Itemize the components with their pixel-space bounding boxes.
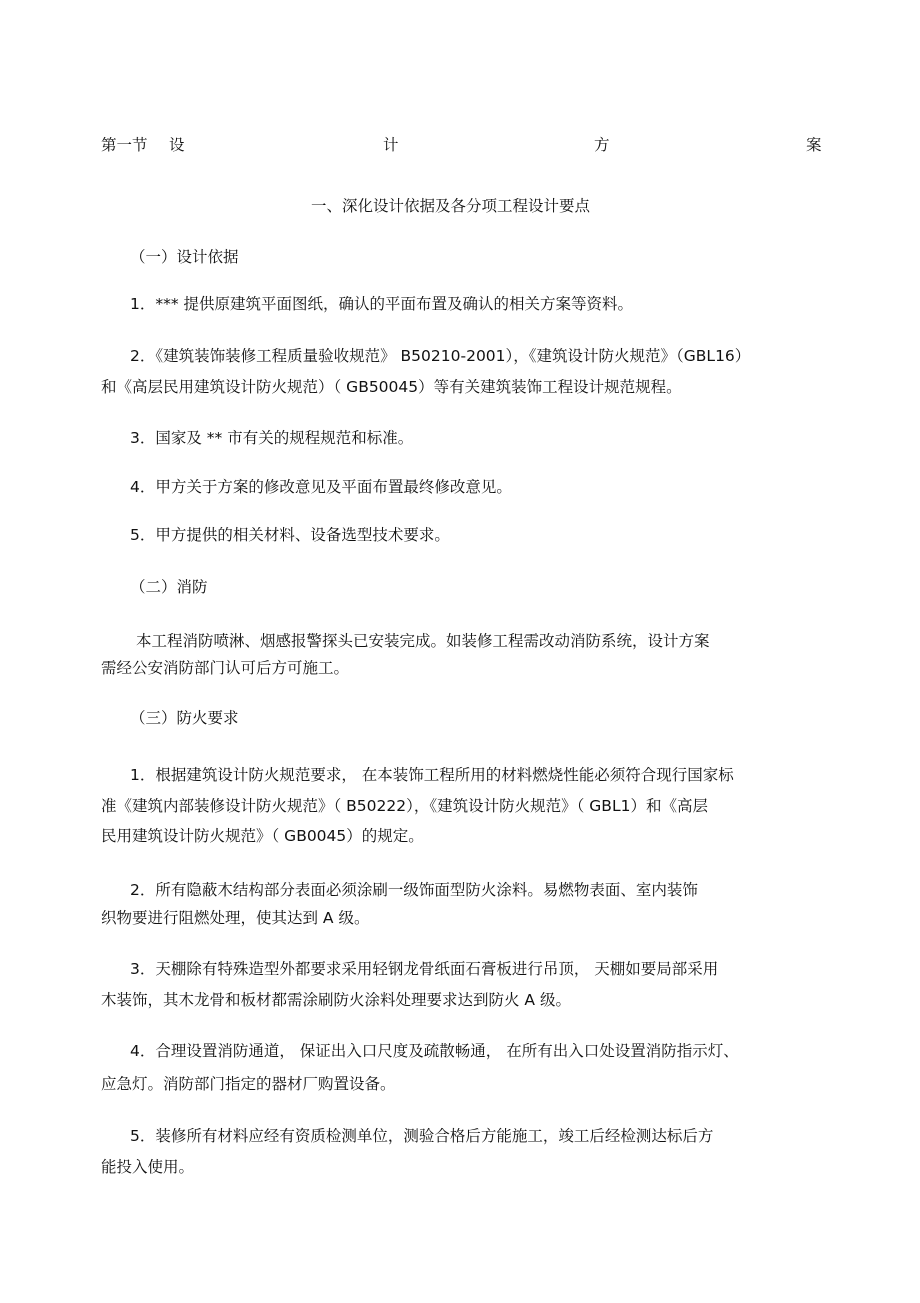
fireproof-item-1-cont-1: 准《建筑内部装修设计防火规范》（ B50222），《建筑设计防火规范》（ GBL1）和《高层 xyxy=(101,797,708,815)
item-text: 甲方提供的相关材料、设备选型技术要求。 xyxy=(155,526,450,544)
item-text: 《建筑装饰装修工程质量验收规范》 B50210-2001），《建筑设计防火规范》（GBL16） xyxy=(155,347,751,365)
basis-item-2 xyxy=(130,346,750,366)
fireproof-item-5 xyxy=(130,1126,713,1146)
basis-item-3 xyxy=(130,428,413,448)
section-title-char-4: 案 xyxy=(806,136,822,154)
basis-item-1 xyxy=(130,294,633,314)
fireproof-item-2 xyxy=(130,880,698,900)
item-number: 5． xyxy=(130,526,156,544)
item-number: 5． xyxy=(130,1127,156,1145)
fireproof-item-4-cont: 应急灯。消防部门指定的器材厂购置设备。 xyxy=(101,1075,396,1093)
section-title-char-2: 计 xyxy=(383,136,399,154)
fireproof-item-3-cont: 木装饰，其木龙骨和板材都需涂刷防火涂料处理要求达到防火 A 级。 xyxy=(101,991,571,1009)
fire-para-line-2: 需经公安消防部门认可后方可施工。 xyxy=(101,659,350,677)
item-text: 国家及 ** 市有关的规程规范和标准。 xyxy=(155,429,414,447)
item-number: 4． xyxy=(130,478,156,496)
item-text: 所有隐蔽木结构部分表面必须涂刷一级饰面型防火涂料。易燃物表面、室内装饰 xyxy=(155,881,698,899)
fireproof-item-3 xyxy=(130,959,718,979)
item-number: 2． xyxy=(130,881,156,899)
fire-para-line-1: 本工程消防喷淋、烟感报警探头已安装完成。如装修工程需改动消防系统，设计方案 xyxy=(136,632,710,650)
item-number: 2． xyxy=(130,347,156,365)
item-text: 甲方关于方案的修改意见及平面布置最终修改意见。 xyxy=(155,478,512,496)
basis-item-2-cont: 和《高层民用建筑设计防火规范）（ GB50045）等有关建筑装饰工程设计规范规程。 xyxy=(101,378,682,396)
fireproof-item-2-cont: 织物要进行阻燃处理，使其达到 A 级。 xyxy=(101,909,370,927)
fire-heading: （二）消防 xyxy=(130,578,208,596)
basis-item-5 xyxy=(130,525,450,545)
item-number: 1． xyxy=(130,295,156,313)
fireproof-item-1 xyxy=(130,765,734,785)
basis-heading: （一）设计依据 xyxy=(130,248,239,266)
item-text: 合理设置消防通道， 保证出入口尺度及疏散畅通， 在所有出入口处设置消防指示灯、 xyxy=(155,1042,739,1060)
section-title-prefix: 第一节 xyxy=(101,136,148,154)
fireproof-item-1-cont-2: 民用建筑设计防火规范》（ GB0045）的规定。 xyxy=(101,827,424,845)
item-number: 3． xyxy=(130,960,156,978)
fireproof-item-4 xyxy=(130,1041,739,1061)
fireproof-heading: （三）防火要求 xyxy=(130,709,239,727)
main-heading: 一、深化设计依据及各分项工程设计要点 xyxy=(311,197,591,215)
fireproof-item-5-cont: 能投入使用。 xyxy=(101,1158,195,1176)
section-title-char-1: 设 xyxy=(169,136,185,154)
item-number: 4． xyxy=(130,1042,156,1060)
section-title-char-3: 方 xyxy=(594,136,610,154)
item-text: 天棚除有特殊造型外都要求采用轻钢龙骨纸面石膏板进行吊顶， 天棚如要局部采用 xyxy=(155,960,719,978)
item-number: 3． xyxy=(130,429,156,447)
item-text: *** 提供原建筑平面图纸，确认的平面布置及确认的相关方案等资料。 xyxy=(155,295,634,313)
item-number: 1． xyxy=(130,766,156,784)
item-text: 根据建筑设计防火规范要求， 在本装饰工程所用的材料燃烧性能必须符合现行国家标 xyxy=(155,766,734,784)
section-title xyxy=(101,133,823,155)
basis-item-4 xyxy=(130,477,512,497)
item-text: 装修所有材料应经有资质检测单位，测验合格后方能施工，竣工后经检测达标后方 xyxy=(155,1127,714,1145)
